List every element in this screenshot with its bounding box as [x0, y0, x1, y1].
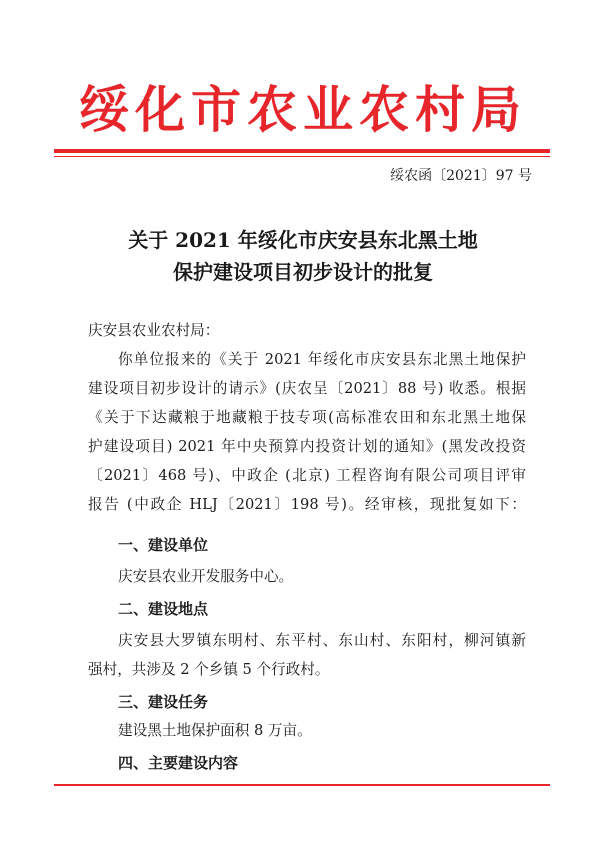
intro-line-6: 报告 (中政企 HLJ〔2021〕198 号)。经审核，现批复如下：: [88, 496, 526, 513]
section-heading-main-content: 四、主要建设内容: [118, 754, 239, 772]
section-heading-construction-site: 二、建设地点: [118, 600, 209, 618]
intro-line-5: 〔2021〕468 号)、中政企 (北京) 工程咨询有限公司项目评审: [88, 467, 526, 484]
letterhead-agency-name: 绥化市农业农村局: [79, 80, 527, 139]
letterhead-red-rule-thin: [54, 156, 550, 157]
section-text-construction-site-line-2: 强村，共涉及 2 个乡镇 5 个行政村。: [88, 661, 330, 678]
letterhead-red-rule-thick: [54, 149, 550, 153]
addressee: 庆安县农业农村局：: [88, 322, 220, 339]
intro-line-1: 你单位报来的《关于 2021 年绥化市庆安县东北黑土地保护: [118, 351, 526, 368]
intro-line-4: 护建设项目) 2021 年中央预算内投资计划的通知》(黑发改投资: [88, 438, 526, 455]
document-title-line-2: 保护建设项目初步设计的批复: [173, 260, 433, 284]
section-text-construction-unit: 庆安县农业开发服务中心。: [118, 568, 294, 585]
section-text-construction-task: 建设黑土地保护面积 8 万亩。: [118, 722, 312, 739]
document-title-line-1: 关于 2021 年绥化市庆安县东北黑土地: [128, 228, 478, 252]
intro-line-2: 建设项目初步设计的请示》(庆农呈〔2021〕88 号) 收悉。根据: [88, 380, 526, 397]
section-heading-construction-unit: 一、建设单位: [118, 536, 209, 554]
section-text-construction-site-line-1: 庆安县大罗镇东明村、东平村、东山村、东阳村，柳河镇新: [118, 632, 526, 649]
document-number: 绥农函〔2021〕97 号: [390, 168, 532, 184]
footer-red-rule: [54, 784, 550, 786]
section-heading-construction-task: 三、建设任务: [118, 693, 209, 711]
intro-line-3: 《关于下达藏粮于地藏粮于技专项(高标准农田和东北黑土地保: [88, 409, 526, 426]
